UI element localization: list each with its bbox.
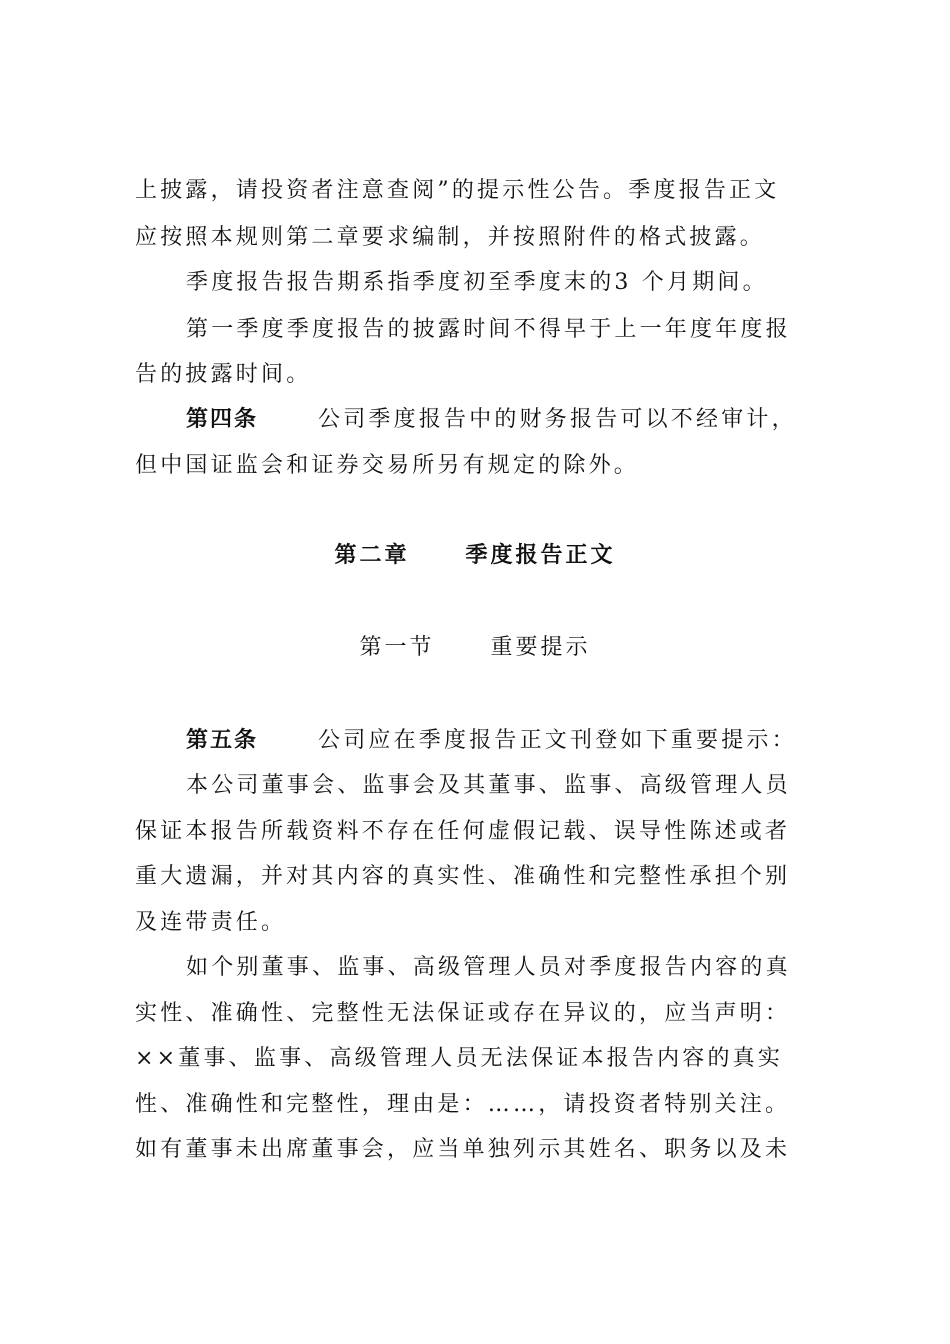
article-5-label: 第五条 — [186, 728, 259, 753]
chapter-title: 季度报告正文 — [465, 543, 616, 568]
text-line: ××董事、监事、高级管理人员无法保证本报告内容的真实 — [135, 1046, 784, 1071]
section-number: 第一节 — [359, 635, 435, 660]
chapter-heading — [0, 541, 950, 571]
text-line: 告的披露时间。 — [135, 362, 312, 387]
article-4-text: 公司季度报告中的财务报告可以不经审计， — [318, 407, 797, 432]
text-line: 本公司董事会、监事会及其董事、监事、高级管理人员 — [186, 773, 791, 798]
text-line: 应按照本规则第二章要求编制，并按照附件的格式披露。 — [135, 225, 766, 250]
paragraph-q1-disclosure: 第一季度季度报告的披露时间不得早于上一年度年度报 — [186, 317, 791, 342]
section-title: 重要提示 — [490, 635, 591, 660]
text-line: 但中国证监会和证券交易所另有规定的除外。 — [135, 453, 640, 478]
text-line: 如有董事未出席董事会，应当单独列示其姓名、职务以及未 — [135, 1137, 791, 1162]
article-5-text: 公司应在季度报告正文刊登如下重要提示： — [318, 728, 797, 753]
section-heading — [0, 633, 950, 663]
text-line: 实性、准确性、完整性无法保证或存在异议的，应当声明： — [135, 1001, 791, 1026]
paragraph-report-period: 季度报告报告期系指季度初至季度末的3 个月期间。 — [186, 270, 768, 295]
article-4-label: 第四条 — [186, 407, 259, 432]
text-line: 重大遗漏，并对其内容的真实性、准确性和完整性承担个别 — [135, 864, 791, 889]
text-line: 保证本报告所载资料不存在任何虚假记载、误导性陈述或者 — [135, 819, 791, 844]
chapter-number: 第二章 — [334, 543, 410, 568]
article-4 — [186, 405, 815, 435]
text-line: 性、准确性和完整性，理由是：……，请投资者特别关注。 — [135, 1092, 791, 1117]
text-line: 及连带责任。 — [135, 910, 287, 935]
text-line: 上披露，请投资者注意查阅”的提示性公告。季度报告正文 — [135, 178, 780, 203]
text-line: 如个别董事、监事、高级管理人员对季度报告内容的真 — [186, 955, 791, 980]
article-5 — [186, 726, 815, 756]
